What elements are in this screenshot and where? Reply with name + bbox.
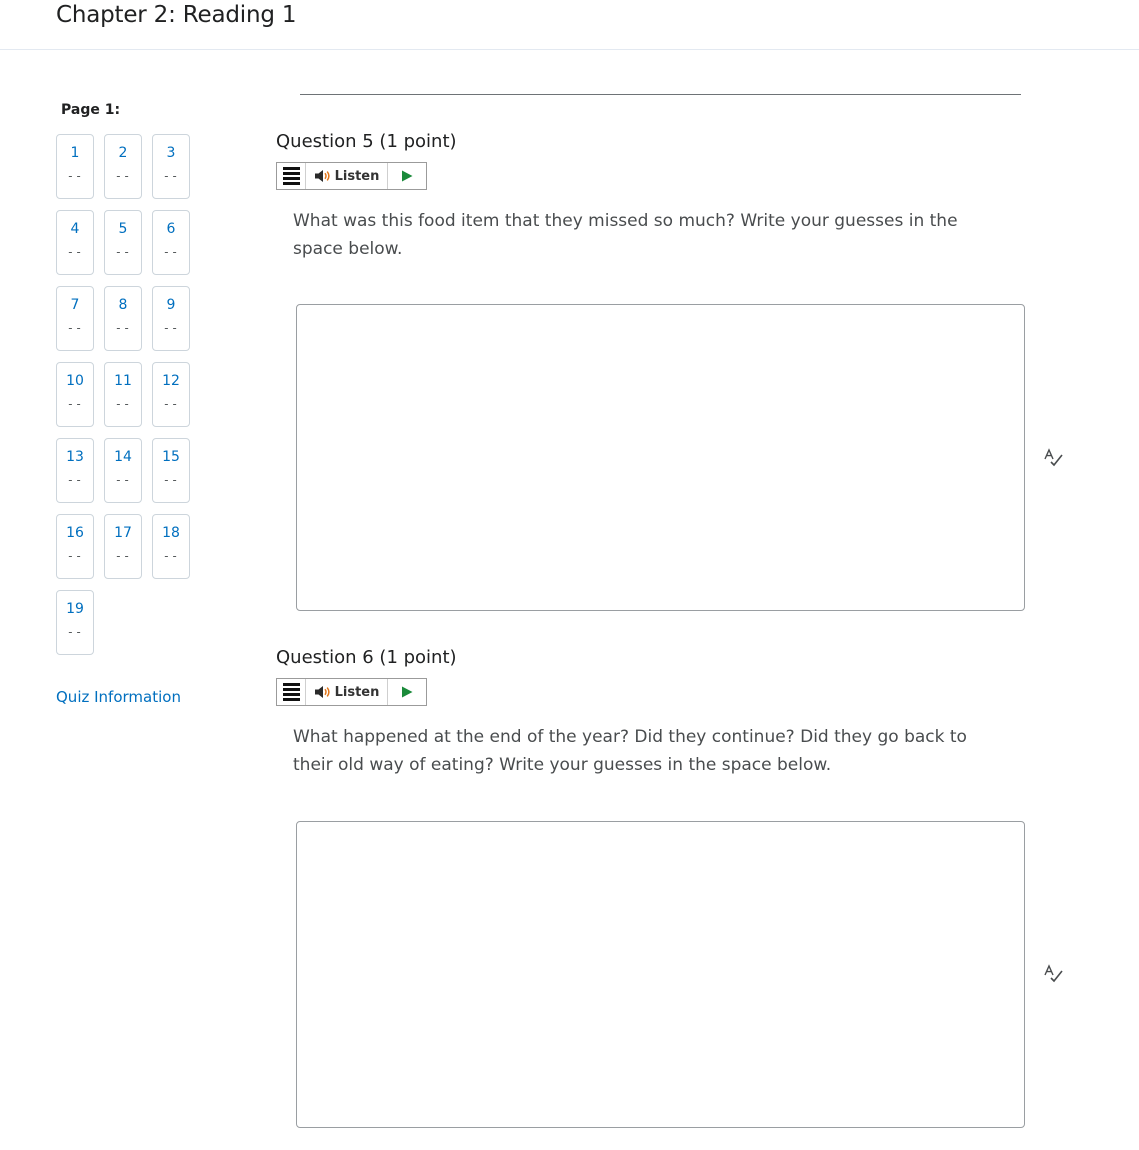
quiz-information-link[interactable]: Quiz Information [56, 688, 181, 706]
question-tile-number: 12 [162, 373, 180, 389]
question-tile-14[interactable] [104, 438, 142, 503]
question-tile-status: -- [162, 549, 180, 563]
speaker-icon [314, 685, 332, 699]
question-tile-status: -- [162, 169, 180, 183]
question-tile-number: 19 [66, 601, 84, 617]
header-divider [0, 49, 1139, 50]
question-tile-12[interactable] [152, 362, 190, 427]
question-tile-number: 7 [70, 297, 80, 313]
page-title: Chapter 2: Reading 1 [56, 2, 297, 28]
question-tile-status: -- [114, 169, 132, 183]
answer-textarea[interactable] [296, 304, 1025, 611]
question-points: (1 point) [379, 131, 457, 152]
question-tile-status: -- [66, 625, 84, 639]
question-tile-status: -- [114, 549, 132, 563]
question-text: What happened at the end of the year? Did they continue? Did they go back to their old way of eating? Write your guesses in the space below. [293, 727, 967, 775]
question-tile-10[interactable] [56, 362, 94, 427]
question-tile-18[interactable] [152, 514, 190, 579]
question-tile-19[interactable] [56, 590, 94, 655]
question-tile-number: 15 [162, 449, 180, 465]
question-tile-status: -- [114, 245, 132, 259]
question-tile-4[interactable] [56, 210, 94, 275]
question-tile-number: 3 [166, 145, 176, 161]
question-tile-number: 2 [118, 145, 128, 161]
question-tile-status: -- [162, 321, 180, 335]
question-tile-7[interactable] [56, 286, 94, 351]
question-tile-6[interactable] [152, 210, 190, 275]
question-title: Question 5 [276, 131, 374, 152]
page-label: Page 1: [61, 102, 121, 118]
question-tile-status: -- [162, 473, 180, 487]
question-tile-status: -- [114, 321, 132, 335]
question-tile-number: 1 [70, 145, 80, 161]
question-tile-number: 6 [166, 221, 176, 237]
question-tile-number: 11 [114, 373, 132, 389]
question-tile-number: 9 [166, 297, 176, 313]
question-heading [276, 647, 1036, 669]
question-tile-status: -- [162, 397, 180, 411]
question-tile-16[interactable] [56, 514, 94, 579]
spellcheck-icon[interactable] [1043, 963, 1065, 985]
question-tile-number: 5 [118, 221, 128, 237]
question-tile-status: -- [114, 397, 132, 411]
question-tile-number: 10 [66, 373, 84, 389]
play-icon[interactable] [388, 679, 426, 705]
question-tile-status: -- [66, 321, 84, 335]
question-points: (1 point) [379, 647, 457, 668]
question-6 [276, 647, 1036, 1128]
readspeaker-bar [276, 162, 427, 190]
question-tile-17[interactable] [104, 514, 142, 579]
question-tile-2[interactable] [104, 134, 142, 199]
play-icon[interactable] [388, 163, 426, 189]
question-tile-number: 8 [118, 297, 128, 313]
question-title: Question 6 [276, 647, 374, 668]
readspeaker-bar [276, 678, 427, 706]
question-tile-number: 18 [162, 525, 180, 541]
question-tile-8[interactable] [104, 286, 142, 351]
question-tile-number: 16 [66, 525, 84, 541]
question-tile-number: 17 [114, 525, 132, 541]
question-tile-15[interactable] [152, 438, 190, 503]
question-tile-9[interactable] [152, 286, 190, 351]
menu-icon[interactable] [277, 163, 306, 189]
question-tile-status: -- [114, 473, 132, 487]
answer-textarea[interactable] [296, 821, 1025, 1128]
spellcheck-icon[interactable] [1043, 447, 1065, 469]
question-tile-number: 13 [66, 449, 84, 465]
question-tile-status: -- [66, 169, 84, 183]
question-tile-number: 14 [114, 449, 132, 465]
content-divider [300, 94, 1021, 95]
question-5 [276, 131, 1036, 611]
listen-label: Listen [334, 168, 380, 184]
question-text: What was this food item that they missed so much? Write your guesses in the space below. [293, 211, 958, 259]
listen-button[interactable] [306, 163, 388, 189]
question-tile-11[interactable] [104, 362, 142, 427]
menu-icon[interactable] [277, 679, 306, 705]
question-tile-number: 4 [70, 221, 80, 237]
question-tile-1[interactable] [56, 134, 94, 199]
speaker-icon [314, 169, 332, 183]
question-tile-status: -- [66, 549, 84, 563]
question-tile-status: -- [66, 397, 84, 411]
listen-label: Listen [334, 684, 380, 700]
question-tile-status: -- [66, 245, 84, 259]
question-tile-13[interactable] [56, 438, 94, 503]
question-tile-status: -- [66, 473, 84, 487]
question-tile-3[interactable] [152, 134, 190, 199]
question-heading [276, 131, 1036, 153]
question-tile-5[interactable] [104, 210, 142, 275]
listen-button[interactable] [306, 679, 388, 705]
question-tile-status: -- [162, 245, 180, 259]
